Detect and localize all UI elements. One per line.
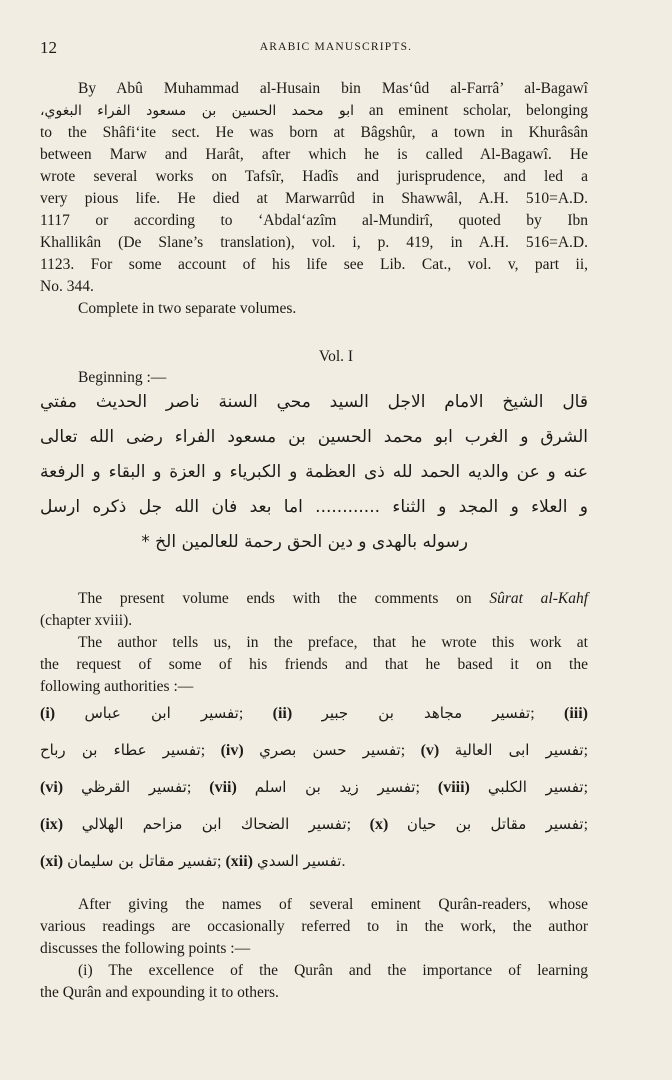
authorities-row: (i) تفسير ابن عباس; (ii) تفسير مجاهد بن جبير; (iii) [40, 704, 588, 722]
arabic-line: و العلاء و المجد و الثناء ............ اما بعد فان الله جل ذكره ارسل [40, 497, 588, 517]
authority-number: (ix) [40, 816, 64, 833]
volume-end-paragraph [40, 588, 588, 632]
closing-line: discusses the following points :— [40, 940, 251, 957]
authority-number: (ii) [272, 705, 293, 722]
closing-line: (i) The excellence of the Qurân and the importance of learning [78, 962, 588, 979]
arabic-line: رسوله بالهدى و دين الحق رحمة للعالمين الخ * [141, 532, 468, 552]
authority-number: (iv) [220, 742, 244, 759]
intro-line: an eminent scholar, belonging [368, 102, 588, 119]
intro-line: No. 344. [40, 278, 94, 295]
intro-line: very pious life. He died at Marwarrûd in Shawwâl, A.H. 510=A.D. [40, 190, 588, 207]
intro-line: Khallikân (De Slane’s translation), vol. i, p. 419, in A.H. 516=A.D. [40, 234, 588, 251]
surah-title: Sûrat al-Kahf [489, 590, 589, 607]
authority-name: تفسير مقاتل بن سليمان [67, 852, 217, 870]
preface-line: following authorities :— [40, 678, 194, 695]
beginning-label-block [40, 367, 588, 389]
authority-number: (viii) [437, 779, 470, 796]
preface-paragraph [40, 632, 588, 698]
authority-name: تفسير القرظي [81, 778, 187, 796]
closing-paragraph [40, 894, 588, 1004]
authorities-row: (xi) تفسير مقاتل بن سليمان; (xii) تفسير السدي. [40, 852, 346, 870]
authority-name: تفسير حسن بصري [259, 741, 401, 759]
authority-name: تفسير مقاتل بن حيان [406, 815, 584, 833]
authority-number: (iii) [564, 705, 588, 722]
authorities-row: تفسير عطاء بن رباح; (iv) تفسير حسن بصري; (v) تفسير ابى العالية; [40, 741, 589, 759]
arabic-line: الشرق و الغرب ابو محمد الحسين بن مسعود الفراء رضى الله تعالى [40, 427, 588, 447]
volume-end-line [40, 588, 588, 610]
authority-name: تفسير الضحاك ابن مزاحم الهلالي [81, 815, 347, 833]
authority-name: تفسير مجاهد بن جبير [321, 704, 531, 722]
page-number: 12 [40, 38, 57, 57]
authority-number: (xi) [40, 853, 64, 870]
authority-name: تفسير السدي [257, 852, 342, 870]
volume-end-text: The present volume ends with the comments on [78, 590, 472, 607]
authorities-row: (vi) تفسير القرظي; (vii) تفسير زيد بن اسلم; (viii) تفسير الكلبي; [40, 778, 589, 796]
authorities-list [40, 704, 588, 889]
authority-name: تفسير زيد بن اسلم [254, 778, 416, 796]
running-title: ARABIC MANUSCRIPTS. [259, 41, 413, 53]
arabic-line: عنه و عن والديه الحمد لله ذى العظمة و الكبرياء و العزة و البقاء و الرفعة [40, 462, 588, 482]
arabic-opening-text [40, 392, 588, 567]
closing-line: the Qurân and expounding it to others. [40, 984, 279, 1001]
authority-name: تفسير ابى العالية [454, 741, 584, 759]
intro-line: to the Shâfi‘ite sect. He was born at Bâgshûr, a town in Khurâsân [40, 124, 588, 141]
intro-line: 1123. For some account of his life see Lib. Cat., vol. v, part ii, [40, 256, 588, 273]
intro-line-with-arabic [40, 100, 588, 122]
page-header [40, 38, 632, 58]
preface-line: The author tells us, in the preface, that he wrote this work at [78, 634, 588, 651]
authority-name: تفسير عطاء بن رباح [40, 741, 201, 759]
authority-number: (vi) [40, 779, 64, 796]
authority-number: (vii) [209, 779, 237, 796]
volume-heading: Vol. I [318, 348, 354, 365]
intro-line: 1117 or according to ‘Abdal‘azîm al-Mundirî, quoted by Ibn [40, 212, 588, 229]
volume-end-line: (chapter xviii). [40, 612, 133, 629]
authority-number: (i) [40, 705, 56, 722]
author-name-arabic: ابو محمد الحسين بن مسعود الفراء البغوي، [40, 103, 355, 119]
authority-number: (xii) [225, 853, 253, 870]
authority-name: تفسير الكلبي [487, 778, 584, 796]
beginning-label: Beginning :— [78, 369, 167, 386]
intro-line: By Abû Muhammad al-Husain bin Mas‘ûd al-Farrâ’ al-Bagawî [78, 80, 588, 97]
intro-line: between Marw and Harât, after which he is called Al-Bagawî. He [40, 146, 588, 163]
intro-paragraph [40, 78, 588, 320]
closing-line: various readings are occasionally referred to in the work, the author [40, 918, 588, 935]
completeness-note: Complete in two separate volumes. [78, 300, 297, 317]
authority-name: تفسير ابن عباس [84, 704, 239, 722]
authority-number: (v) [420, 742, 440, 759]
authorities-row: (ix) تفسير الضحاك ابن مزاحم الهلالي; (x) تفسير مقاتل بن حيان; [40, 815, 589, 833]
closing-line: After giving the names of several eminent Qurân-readers, whose [78, 896, 588, 913]
preface-line: the request of some of his friends and that he based it on the [40, 656, 588, 673]
authority-number: (x) [369, 816, 389, 833]
arabic-line: قال الشيخ الامام الاجل السيد محي السنة ناصر الحديث مفتي [40, 392, 588, 412]
intro-line: wrote several works on Tafsîr, Hadîs and jurisprudence, and led a [40, 168, 588, 185]
